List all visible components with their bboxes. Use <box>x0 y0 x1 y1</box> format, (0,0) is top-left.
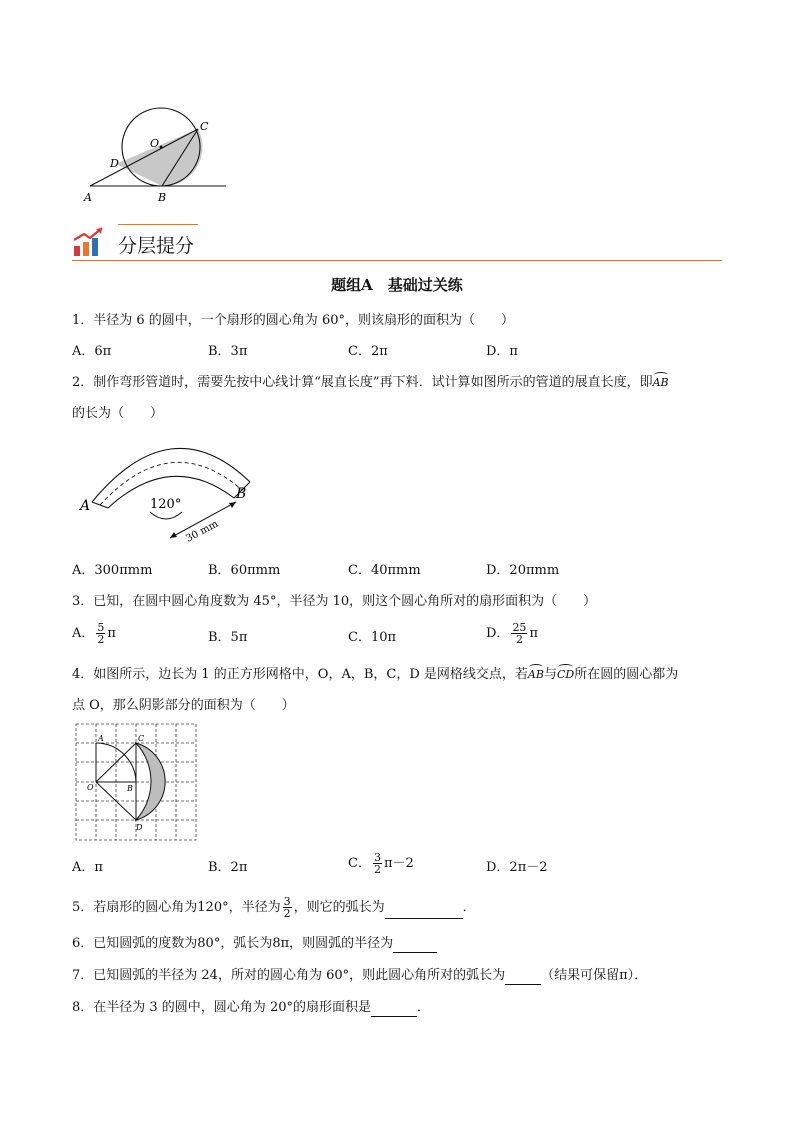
q4-line1-pre: 4．如图所示，边长为 1 的正方形网格中，O，A，B，C，D 是网格线交点，若 <box>72 667 528 682</box>
q2-option-b: B．60πmm <box>208 563 281 578</box>
grid-label-d: D <box>136 823 143 832</box>
q4-c-fraction <box>373 852 382 875</box>
q6-answer-blank[interactable] <box>393 938 437 953</box>
question-7 <box>72 967 647 985</box>
question-4-line1 <box>72 666 678 684</box>
pipe-width-label: 30 mm <box>184 518 221 545</box>
q8-end: ． <box>416 1000 430 1015</box>
section-title: 题组A 基础过关练 <box>331 276 463 294</box>
section-banner <box>72 222 722 262</box>
q4-c-num: 3 <box>373 851 381 864</box>
q4-option-b: B．2π <box>208 860 248 875</box>
q4-option-c-label: C． <box>348 856 371 871</box>
q1-option-d: D．π <box>486 344 518 359</box>
q3-d-den: 2 <box>515 633 523 646</box>
q2-option-a: A．300πmm <box>72 563 153 578</box>
q5-answer-blank[interactable] <box>385 904 463 919</box>
q3-option-c: C．10π <box>348 630 397 645</box>
q4-option-c <box>348 852 414 875</box>
question-2-line2: 的长为（ ） <box>72 406 164 421</box>
q3-a-den: 2 <box>97 633 105 646</box>
q3-option-d <box>486 622 538 645</box>
question-6 <box>72 935 437 953</box>
q4-c-den: 2 <box>373 863 381 876</box>
question-3: 3．已知，在圆中圆心角度数为 45°，半径为 10，则这个圆心角所对的扇形面积为（ ） <box>72 594 597 609</box>
q3-a-num: 5 <box>97 621 105 634</box>
circle-tangent-figure <box>80 105 240 205</box>
q1-option-c: C．2π <box>348 344 388 359</box>
banner-title: 分层提分 <box>118 235 195 257</box>
q5-fraction <box>283 896 292 919</box>
q2-option-c: C．40πmm <box>348 563 421 578</box>
question-5 <box>72 896 476 919</box>
grid-label-a: A <box>98 734 104 743</box>
q4-option-d: D．2π－2 <box>486 860 548 875</box>
q5-end: ． <box>462 900 476 915</box>
q3-d-tail: π <box>529 626 538 641</box>
question-8 <box>72 999 430 1017</box>
pipe-angle-label: 120° <box>150 497 182 512</box>
label-a: A <box>84 191 92 204</box>
question-1: 1．半径为 6 的圆中，一个扇形的圆心角为 60°，则该扇形的面积为（ ） <box>72 313 514 328</box>
q3-a-fraction <box>96 622 105 645</box>
q3-a-tail: π <box>107 626 116 641</box>
q3-option-a <box>72 622 116 645</box>
q5-num: 3 <box>283 895 291 908</box>
q5-den: 2 <box>283 907 291 920</box>
grid-label-c: C <box>138 734 145 743</box>
banner-bottom-rule <box>72 260 722 261</box>
banner-top-rule <box>118 224 198 225</box>
q1-option-b: B．3π <box>208 344 248 359</box>
shaded-region <box>136 743 165 820</box>
pipe-label-b: B <box>236 486 247 502</box>
grid-label-b: B <box>127 784 133 793</box>
q1-option-a: A．6π <box>72 344 112 359</box>
q3-d-num: 25 <box>512 621 527 634</box>
q4-arc-cd: CD <box>557 666 574 684</box>
q8-pre: 8．在半径为 3 的圆中，圆心角为 20°的扇形面积是 <box>72 1000 371 1015</box>
pipe-figure <box>78 440 268 550</box>
q3-option-b: B．5π <box>208 630 248 645</box>
question-4-line2: 点 O，那么阴影部分的面积为（ ） <box>72 698 295 713</box>
question-2-line1 <box>72 374 669 392</box>
label-c: C <box>200 120 209 133</box>
label-b: B <box>158 191 167 204</box>
grid-figure <box>74 722 198 842</box>
q7-post: （结果可保留π）． <box>541 968 648 983</box>
q8-answer-blank[interactable] <box>371 1002 417 1017</box>
q4-arc-ab: AB <box>528 666 544 684</box>
q4-c-tail: π－2 <box>383 856 414 871</box>
q7-answer-blank[interactable] <box>505 970 541 985</box>
q4-mid: 与 <box>543 667 557 682</box>
q4-option-a: A．π <box>72 860 103 875</box>
chart-growth-icon <box>72 226 108 258</box>
q5-post: ，则它的弧长为 <box>293 900 385 915</box>
shaded-segment <box>116 129 202 186</box>
pipe-label-a: A <box>80 498 91 514</box>
label-o: O <box>150 137 160 150</box>
grid-label-o: O <box>87 783 94 792</box>
q3-d-fraction <box>511 622 527 645</box>
label-d: D <box>110 157 119 170</box>
q2-arc-ab: AB <box>653 374 669 392</box>
q2-line1-text: 2．制作弯形管道时，需要先按中心线计算“展直长度”再下料．试计算如图所示的管道的展直长度，即 <box>72 375 653 390</box>
q7-pre: 7．已知圆弧的半径为 24，所对的圆心角为 60°，则此圆心角所对的弧长为 <box>72 968 506 983</box>
q4-line1-post: 所在圆的圆心都为 <box>574 667 679 682</box>
q3-option-a-label: A． <box>72 626 95 641</box>
q3-option-d-label: D． <box>486 626 510 641</box>
q5-pre: 5．若扇形的圆心角为120°，半径为 <box>72 900 281 915</box>
q6-text: 6．已知圆弧的度数为80°，弧长为8π，则圆弧的半径为 <box>72 936 394 951</box>
q2-option-d: D．20πmm <box>486 563 560 578</box>
